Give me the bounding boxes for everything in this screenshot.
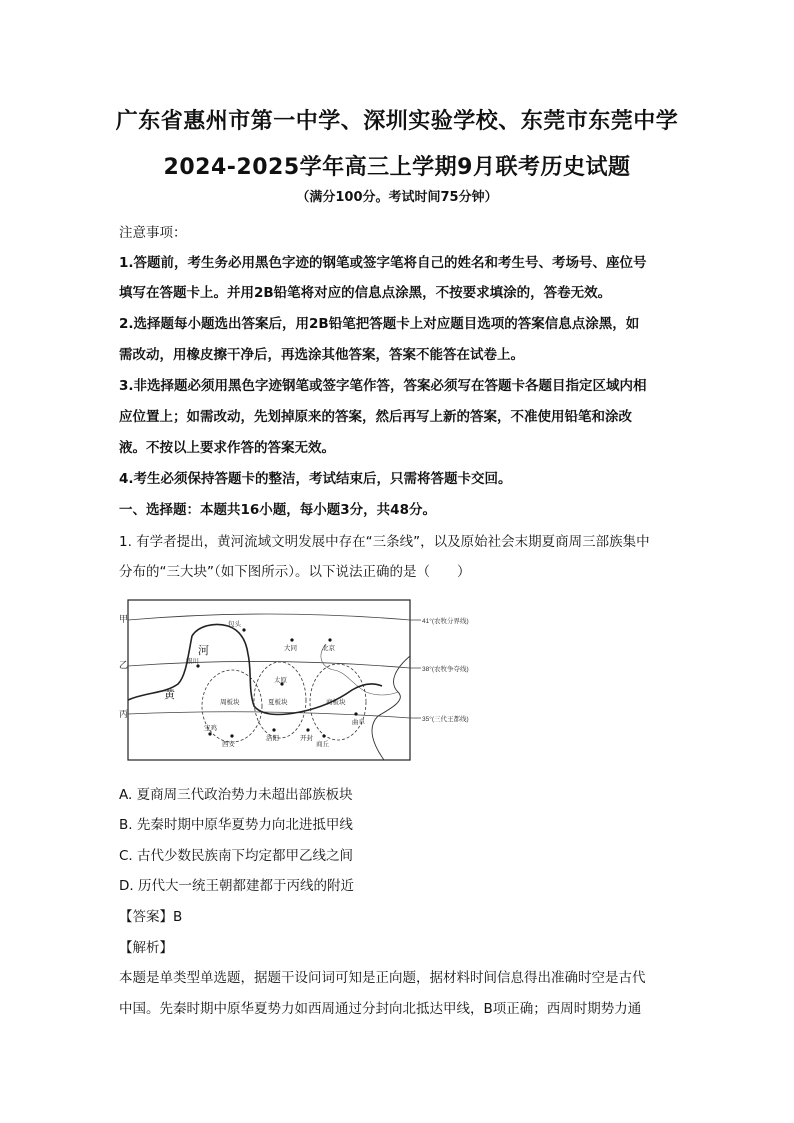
city-baotou: 包头 [228, 621, 241, 628]
line-yi [128, 661, 421, 668]
option-b: B. 先秦时期中原华夏势力向北进抵甲线 [119, 817, 353, 833]
city-baoji: 宝鸡 [204, 725, 217, 732]
river-char-he: 河 [198, 645, 209, 657]
notice-line: 填写在答题卡上。并用2B铅笔将对应的信息点涂黑，不按要求填涂的，答卷无效。 [119, 285, 612, 301]
label-yi: 乙 [119, 660, 129, 670]
question-stem-line1: 1. 有学者提出，黄河流域文明发展中存在“三条线”，以及原始社会末期夏商周三部族集中 [119, 534, 650, 550]
section-heading: 一、选择题：本题共16小题，每小题3分，共48分。 [119, 502, 436, 518]
notice-line: 液。不按以上要求作答的答案无效。 [119, 440, 335, 456]
coastline [372, 656, 410, 760]
city-beijing: 北京 [322, 645, 335, 652]
city-yinchuan: 银川 [186, 658, 199, 665]
line-jia [128, 614, 421, 620]
label-block-zhou: 周板块 [220, 699, 240, 706]
notice-line: 4.考生必须保持答题卡的整洁，考试结束后，只需将答题卡交回。 [119, 471, 512, 487]
city-dot [230, 734, 233, 737]
exam-title-line2: 2024-2025学年高三上学期9月联考历史试题 [163, 155, 631, 180]
notice-line: 3.非选择题必须用黑色字迹钢笔或签字笔作答，答案必须写在答题卡各题目指定区域内相 [119, 378, 647, 394]
city-dot [290, 638, 293, 641]
notice-line: 1.答题前，考生务必用黑色字迹的钢笔或签字笔将自己的姓名和考生号、考场号、座位号 [119, 255, 647, 271]
note-yi: 38°(农牧争夺线) [422, 666, 469, 673]
label-block-xia: 夏板块 [268, 699, 288, 706]
analysis-line1: 本题是单类型单选题，据题干设问词可知是正向题，据材料时间信息得出准确时空是古代 [119, 970, 646, 986]
city-luoyang: 洛阳 [266, 735, 279, 742]
city-qufu: 曲阜 [352, 719, 365, 726]
answer-label: 【答案】B [119, 909, 183, 925]
city-kaifeng: 开封 [300, 735, 313, 742]
option-c: C. 古代少数民族南下均定都甲乙线之间 [119, 848, 354, 864]
city-shangqiu: 商丘 [316, 741, 329, 748]
city-dot [272, 728, 275, 731]
notice-line: 应位置上；如需改动，先划掉原来的答案，然后再写上新的答案，不准使用铅笔和涂改 [119, 409, 632, 425]
city-dot [306, 728, 309, 731]
exam-title-line1: 广东省惠州市第一中学、深圳实验学校、东莞市东莞中学 [115, 109, 679, 134]
note-jia: 41°(农牧分界线) [422, 618, 469, 625]
question-stem-line2: 分布的“三大块”（如下图所示）。以下说法正确的是（ ） [119, 564, 471, 580]
city-dot [328, 638, 331, 641]
city-datong: 大同 [284, 645, 297, 652]
notice-line: 需改动，用橡皮擦干净后，再选涂其他答案，答案不能答在试卷上。 [119, 347, 524, 363]
note-bing: 35°(三代王都线) [422, 716, 469, 723]
analysis-heading: 【解析】 [119, 940, 173, 956]
label-block-shang: 商板块 [326, 699, 346, 706]
river-char-huang: 黄 [164, 689, 175, 701]
exam-subtitle: （满分100分。考试时间75分钟） [296, 190, 498, 205]
option-d: D. 历代大一统王朝都建都于丙线的附近 [119, 878, 354, 894]
notice-heading: 注意事项： [119, 225, 187, 241]
label-bing: 丙 [119, 709, 129, 719]
city-dot [242, 628, 245, 631]
map-figure [116, 596, 516, 764]
city-dot [208, 732, 211, 735]
city-dot [354, 712, 357, 715]
city-xian: 西安 [222, 741, 235, 748]
city-taiyuan: 太原 [274, 677, 287, 684]
analysis-line2: 中国。先秦时期中原华夏势力如西周通过分封向北抵达甲线，B项正确；西周时期势力通 [119, 1001, 642, 1017]
city-dot [322, 734, 325, 737]
notice-line: 2.选择题每小题选出答案后，用2B铅笔把答题卡上对应题目选项的答案信息点涂黑，如 [119, 316, 640, 332]
label-jia: 甲 [119, 614, 129, 624]
option-a: A. 夏商周三代政治势力未超出部族板块 [119, 787, 353, 803]
